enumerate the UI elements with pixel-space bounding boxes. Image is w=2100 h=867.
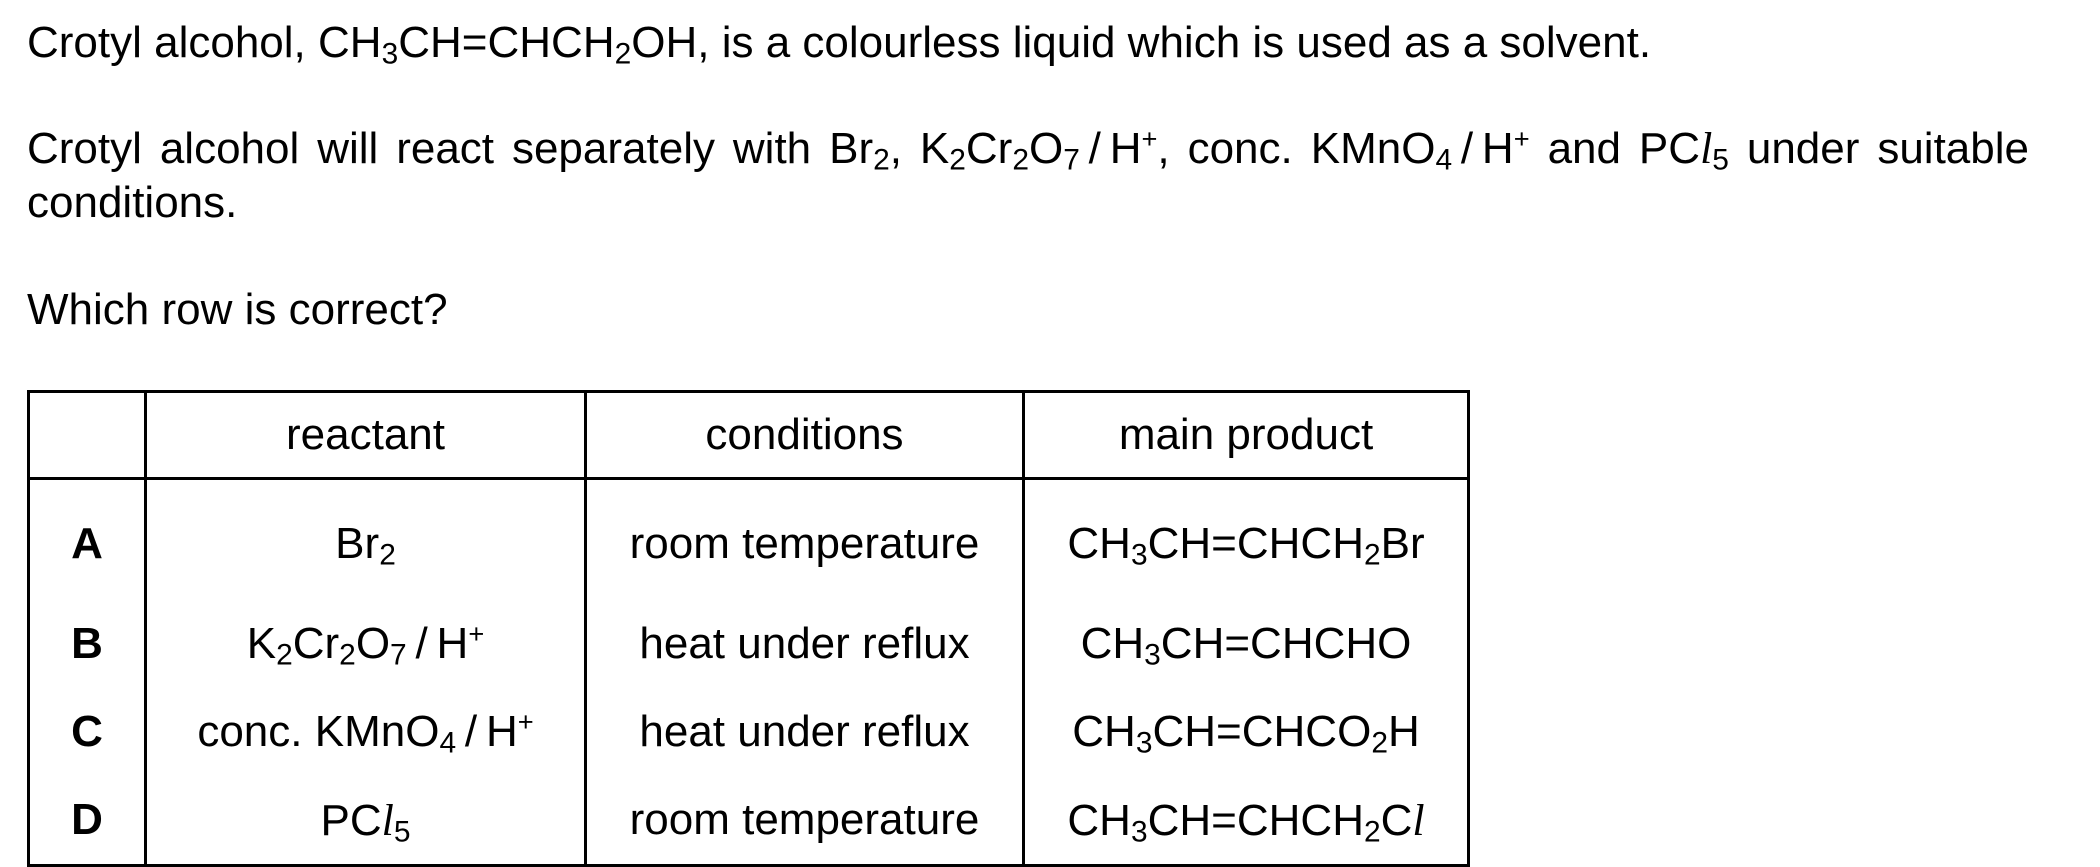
reactant-cell: conc. KMnO$_4$ / H+ [146,688,586,776]
crotyl-formula: $CH_3CH=CHCH_2OH$ [318,18,698,71]
reactant-cell: PCl$_5$ [146,776,586,866]
product-cell: $CH_3CH=CHCO_2H$ [1024,688,1469,776]
option-letter: B [29,600,146,688]
product-cell: $CH_3CH=CHCH_2Cl$ [1024,776,1469,866]
header-conditions: conditions [586,392,1024,479]
reagents-tail: under suitable conditions. [27,124,2029,227]
intro-sentence [27,16,2047,70]
separator: , [1157,124,1188,173]
reagent-dichromate: $K_2Cr_2O_7 / H^+$ [919,123,1158,177]
intro-prefix: Crotyl alcohol, [27,18,319,67]
separator: , [889,124,920,173]
reactant-cell: $Br_2$ [146,479,586,601]
conditions-cell: heat under reflux [586,688,1024,776]
table-header-row [29,392,1469,479]
option-row-b[interactable] [29,600,1469,688]
answer-table [27,390,1470,867]
product-cell: $CH_3CH=CHCH_2Br$ [1024,479,1469,601]
option-letter: A [29,479,146,601]
reagent-permanganate: conc. KMnO$_4$ / H+ [1187,123,1530,177]
option-row-d[interactable] [29,776,1469,866]
option-letter: D [29,776,146,866]
question-text: Which row is correct? [27,285,448,334]
header-letter [29,392,146,479]
reagent-bromine: $Br_2$ [829,124,890,177]
reagents-sentence [27,122,2029,230]
reagents-lead: Crotyl alcohol will react separately with [27,124,830,173]
intro-suffix: , is a colourless liquid which is used as a solvent. [697,18,1652,67]
option-letter: C [29,688,146,776]
option-row-c[interactable] [29,688,1469,776]
reagent-pcl5: PCl$_5$ [1638,124,1729,177]
conjunction: and [1529,124,1639,173]
conditions-cell: room temperature [586,479,1024,601]
product-cell: $CH_3CH=CHCHO$ [1024,600,1469,688]
reactant-cell: $K_2Cr_2O_7 / H^+$ [146,600,586,688]
header-reactant: reactant [146,392,586,479]
conditions-cell: heat under reflux [586,600,1024,688]
conditions-cell: room temperature [586,776,1024,866]
header-main-product: main product [1024,392,1469,479]
option-row-a[interactable] [29,479,1469,601]
